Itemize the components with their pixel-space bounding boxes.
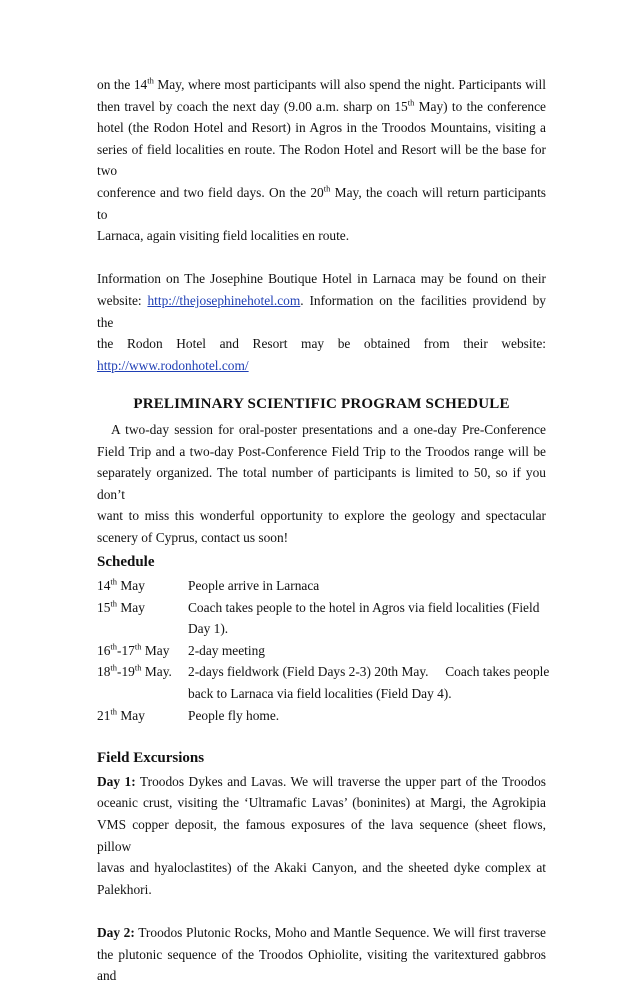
text-line: Day 1: Troodos Dykes and Lavas. We will traverse the upper part of the Troodos bbox=[97, 773, 546, 789]
paragraph-program bbox=[97, 419, 546, 549]
schedule-description: 2-day meeting bbox=[188, 642, 265, 658]
program-heading: PRELIMINARY SCIENTIFIC PROGRAM SCHEDULE bbox=[133, 396, 510, 413]
document-page bbox=[97, 74, 550, 987]
paragraph-day2 bbox=[97, 922, 546, 987]
schedule-row bbox=[97, 661, 550, 704]
schedule-description: 2-days fieldwork (Field Days 2-3) 20th May. Coach takes people back to Larnaca via field localities (Field Day 4). bbox=[188, 664, 550, 702]
paragraph-travel bbox=[97, 74, 546, 247]
schedule-heading: Schedule bbox=[97, 554, 155, 571]
text-line: hotel (the Rodon Hotel and Resort) in Agros in the Troodos Mountains, visiting a bbox=[97, 120, 546, 136]
text-line: separately organized. The total number of participants is limited to 50, so if you don’t bbox=[97, 465, 546, 502]
text-line: the plutonic sequence of the Troodos Ophiolite, visiting the varitextured gabbros and bbox=[97, 946, 546, 984]
schedule-date: 15th May bbox=[97, 598, 145, 615]
text-line: Information on The Josephine Boutique Hotel in Larnaca may be found on their bbox=[97, 271, 546, 287]
text-line: then travel by coach the next day (9.00 a.m. sharp on 15th May) to the conference bbox=[97, 97, 546, 114]
schedule-table bbox=[97, 575, 550, 726]
rodon-hotel-link[interactable]: http://www.rodonhotel.com/ bbox=[97, 357, 249, 373]
text-line bbox=[97, 355, 546, 377]
schedule-description: Coach takes people to the hotel in Agros via field localities (Field Day 1). bbox=[188, 599, 540, 637]
schedule-date: 21th May bbox=[97, 706, 145, 723]
josephine-hotel-link[interactable]: http://thejosephinehotel.com bbox=[147, 292, 301, 308]
text-line: lavas and hyaloclastites) of the Akaki Canyon, and the sheeted dyke complex at bbox=[97, 860, 546, 876]
field-excursions-heading: Field Excursions bbox=[97, 750, 205, 767]
text-line: VMS copper deposit, the famous exposures of the lava sequence (sheet flows, pillow bbox=[97, 817, 546, 854]
text-line: on the 14th May, where most participants will also spend the night. Participants will bbox=[97, 75, 546, 92]
paragraph-day1 bbox=[97, 771, 546, 901]
schedule-row bbox=[97, 640, 546, 662]
schedule-description: People arrive in Larnaca bbox=[188, 578, 320, 594]
text-line: conference and two field days. On the 20th May, the coach will return participants to bbox=[97, 183, 547, 222]
paragraph-hotel-info bbox=[97, 268, 546, 376]
text-line: website: http://thejosephinehotel.com. Information on the facilities providend by the bbox=[97, 292, 546, 330]
schedule-description: People fly home. bbox=[188, 707, 280, 723]
schedule-date: 18th-19th May. bbox=[97, 662, 172, 680]
schedule-date: 16th-17th May bbox=[97, 641, 170, 658]
text-line: Larnaca, again visiting field localities en route. bbox=[97, 228, 350, 244]
text-line: oceanic crust, visiting the ‘Ultramafic Lavas’ (boninites) at Margi, the Agrokipia bbox=[97, 795, 546, 811]
schedule-date: 14th May bbox=[97, 576, 145, 594]
text-line: scenery of Cyprus, contact us soon! bbox=[97, 529, 289, 545]
text-line: Day 2: Troodos Plutonic Rocks, Moho and Mantle Sequence. We will first traverse bbox=[97, 924, 546, 940]
schedule-row bbox=[97, 597, 546, 640]
text-line: the Rodon Hotel and Resort may be obtained from their website: bbox=[97, 336, 546, 352]
text-line: A two-day session for oral-poster presentations and a one-day Pre-Conference bbox=[111, 421, 546, 437]
text-line: Field Trip and a two-day Post-Conference Field Trip to the Troodos range will be bbox=[97, 443, 546, 459]
text-line: Palekhori. bbox=[97, 881, 152, 897]
text-line: want to miss this wonderful opportunity to explore the geology and spectacular bbox=[97, 508, 546, 524]
text-line: series of field localities en route. The Rodon Hotel and Resort will be the base for two bbox=[97, 141, 546, 179]
schedule-row bbox=[97, 575, 546, 597]
schedule-row bbox=[97, 705, 546, 727]
